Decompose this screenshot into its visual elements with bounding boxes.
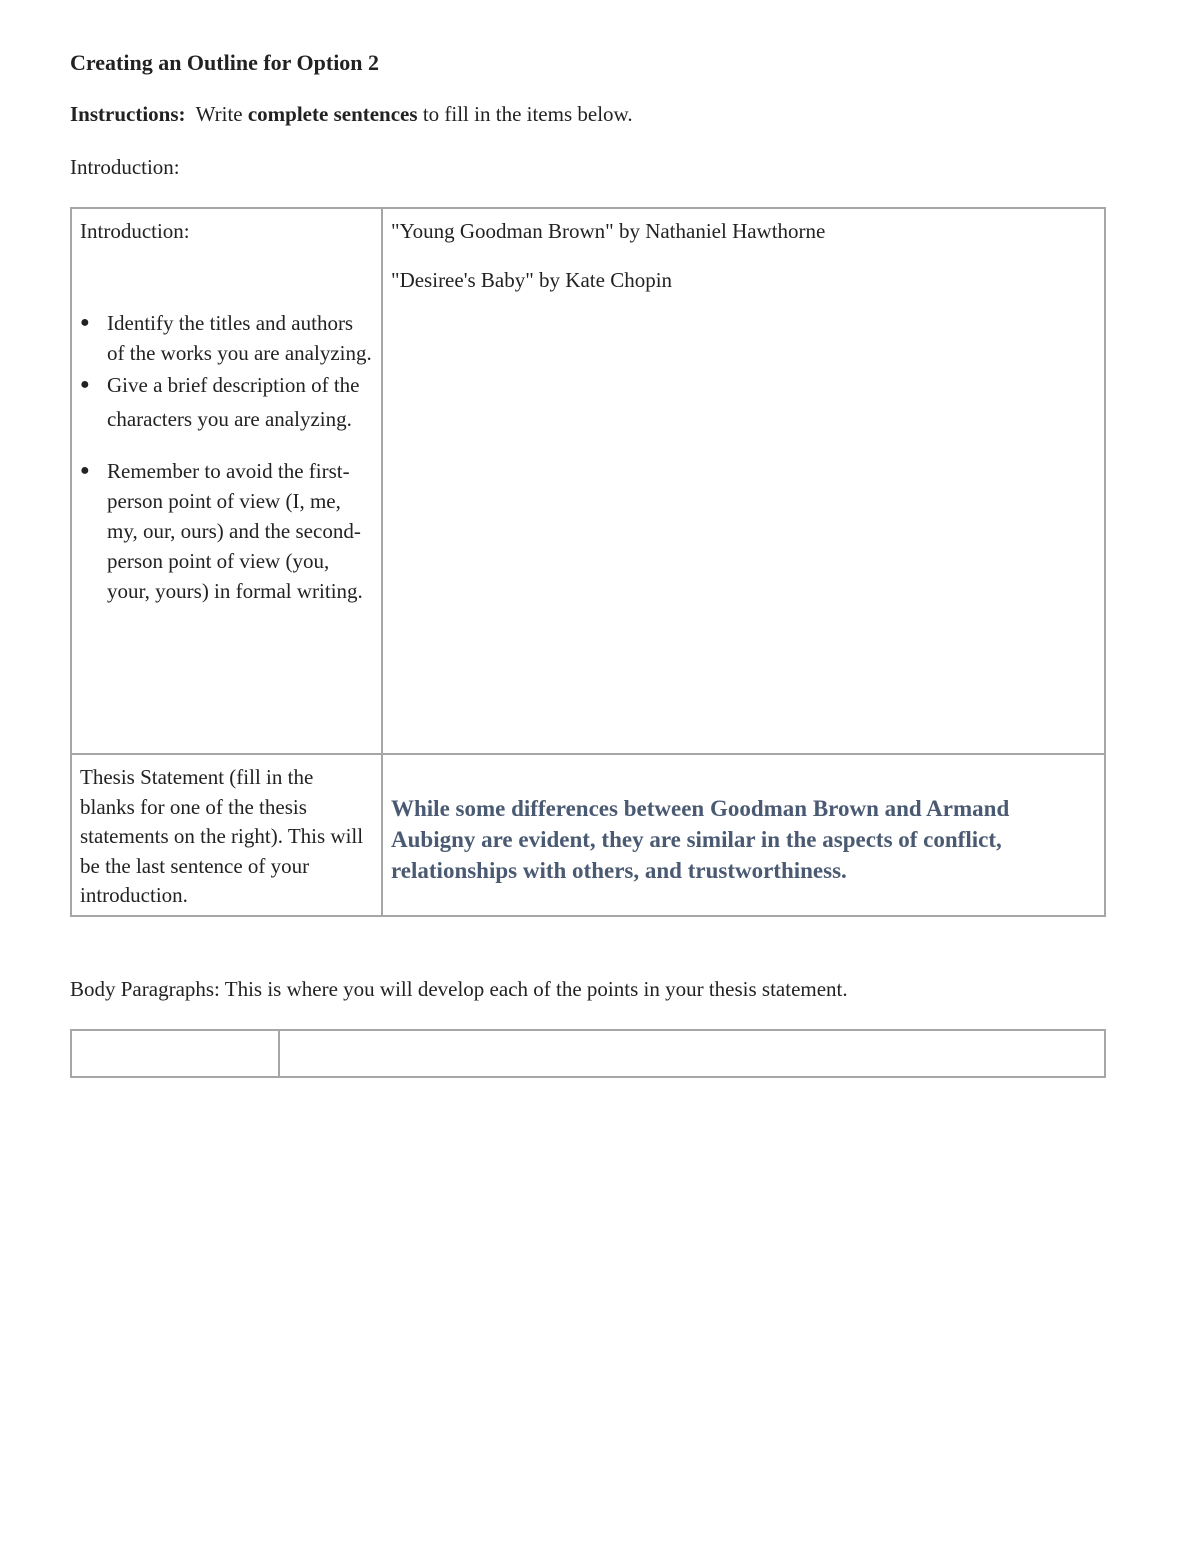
introduction-row [71, 208, 1105, 754]
body-label-cell[interactable] [71, 1030, 279, 1077]
body-paragraphs-table [70, 1029, 1106, 1078]
work-title-line: "Desiree's Baby" by Kate Chopin [391, 268, 673, 292]
bullet-dot-icon: ● [80, 462, 90, 479]
bullet-item [80, 368, 373, 436]
instructions-line [70, 102, 633, 127]
introduction-bullet-list [80, 308, 373, 606]
introduction-table [70, 207, 1106, 917]
introduction-heading: Introduction: [70, 155, 180, 179]
introduction-instructions-cell [71, 208, 382, 754]
bullet-text: Identify the titles and authors of the works you are analyzing. [107, 311, 372, 365]
thesis-row [71, 754, 1105, 916]
bullet-text: Remember to avoid the first-person point of view (I, me, my, our, ours) and the second-person point of view (you, your, yours) in formal writing. [107, 459, 363, 603]
body-paragraphs-heading: Body Paragraphs: This is where you will develop each of the points in your thesis statement. [70, 977, 848, 1001]
body-response-cell[interactable] [279, 1030, 1105, 1077]
body-row [71, 1030, 1105, 1077]
instructions-text-before: Write [185, 102, 248, 126]
thesis-label-cell: Thesis Statement (fill in the blanks for one of the thesis statements on the right). This will be the last sentence of your introduction. [71, 754, 382, 916]
bullet-dot-icon: ● [80, 314, 90, 331]
introduction-response-cell[interactable] [382, 208, 1105, 754]
work-title-line: "Young Goodman Brown" by Nathaniel Hawthorne [391, 219, 826, 243]
bullet-item [80, 456, 373, 606]
instructions-emphasis: complete sentences [247, 102, 418, 126]
bullet-text: Give a brief description of the characters you are analyzing. [107, 373, 360, 431]
introduction-cell-label: Introduction: [80, 219, 190, 243]
bullet-item [80, 308, 373, 368]
document-title: Creating an Outline for Option 2 [70, 50, 380, 75]
instructions-text-after: to fill in the items below. [417, 102, 633, 126]
bullet-dot-icon: ● [80, 376, 90, 393]
instructions-label: Instructions: [70, 102, 186, 126]
thesis-statement-cell[interactable]: While some differences between Goodman Brown and Armand Aubigny are evident, they are similar in the aspects of conflict, relationships with others, and trustworthiness. [382, 754, 1105, 916]
